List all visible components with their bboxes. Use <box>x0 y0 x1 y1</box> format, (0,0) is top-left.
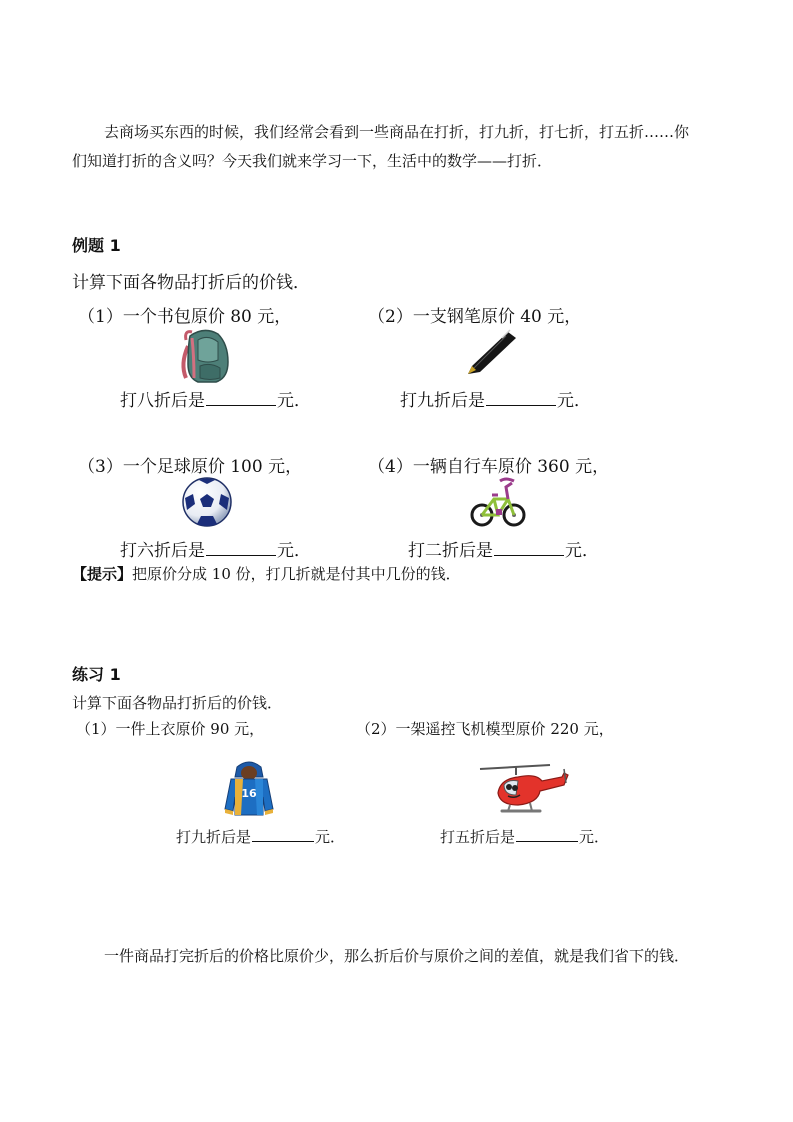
bicycle-icon <box>470 473 526 531</box>
practice-item-2-answer <box>440 826 609 847</box>
answer-blank[interactable] <box>516 827 578 842</box>
backpack-icon <box>176 326 232 384</box>
conclusion: 一件商品打完折后的价格比原价少，那么折后价与原价之间的差值，就是我们省下的钱． <box>104 947 690 965</box>
example-item-3-prompt: （3）一个足球原价 100 元， <box>78 457 303 477</box>
answer-blank[interactable] <box>252 827 314 842</box>
hint-text: 把原价分成 10 份，打几折就是付其中几份的钱． <box>132 565 461 583</box>
practice-instruction: 计算下面各物品打折后的价钱． <box>72 694 283 712</box>
example-instruction: 计算下面各物品打折后的价钱． <box>72 273 310 293</box>
example-heading: 例题 1 <box>72 236 121 255</box>
answer-suffix: 元． <box>315 828 346 846</box>
answer-suffix: 元． <box>277 391 311 411</box>
jersey-number: 16 <box>241 787 257 800</box>
answer-blank[interactable] <box>206 391 276 406</box>
soccer-ball-icon <box>181 476 233 528</box>
intro-line-2: 们知道打折的含义吗？今天我们就来学习一下，生活中的数学——打折． <box>72 152 553 170</box>
practice-item-1-prompt: （1）一件上衣原价 90 元， <box>76 720 265 738</box>
practice-heading: 练习 1 <box>72 665 121 684</box>
answer-blank[interactable] <box>494 541 564 556</box>
practice-item-2-prompt: （2）一架遥控飞机模型原价 220 元， <box>356 720 614 738</box>
example-item-4-answer <box>408 536 599 561</box>
answer-suffix: 元． <box>565 541 599 561</box>
answer-prefix: 打九折后是 <box>176 828 252 846</box>
answer-prefix: 打六折后是 <box>120 541 205 561</box>
example-item-1-prompt: （1）一个书包原价 80 元， <box>78 307 292 327</box>
answer-prefix: 打二折后是 <box>408 541 493 561</box>
answer-suffix: 元． <box>277 541 311 561</box>
answer-prefix: 打八折后是 <box>120 391 205 411</box>
answer-prefix: 打九折后是 <box>400 391 485 411</box>
answer-prefix: 打五折后是 <box>440 828 516 846</box>
example-item-1-answer <box>120 386 311 411</box>
intro-line-1: 去商场买东西的时候，我们经常会看到一些商品在打折，打九折，打七折，打五折……你 <box>104 123 690 141</box>
hint <box>72 563 461 584</box>
answer-blank[interactable] <box>486 391 556 406</box>
pen-icon <box>462 326 522 378</box>
jacket-icon <box>221 757 277 817</box>
practice-item-1-answer <box>176 826 345 847</box>
answer-suffix: 元． <box>579 828 610 846</box>
helicopter-icon <box>478 763 570 821</box>
example-item-2-prompt: （2）一支钢笔原价 40 元， <box>368 307 582 327</box>
answer-suffix: 元． <box>557 391 591 411</box>
hint-tag: 【提示】 <box>72 565 133 583</box>
example-item-2-answer <box>400 386 591 411</box>
example-item-3-answer <box>120 536 311 561</box>
answer-blank[interactable] <box>206 541 276 556</box>
example-item-4-prompt: （4）一辆自行车原价 360 元， <box>368 457 610 477</box>
